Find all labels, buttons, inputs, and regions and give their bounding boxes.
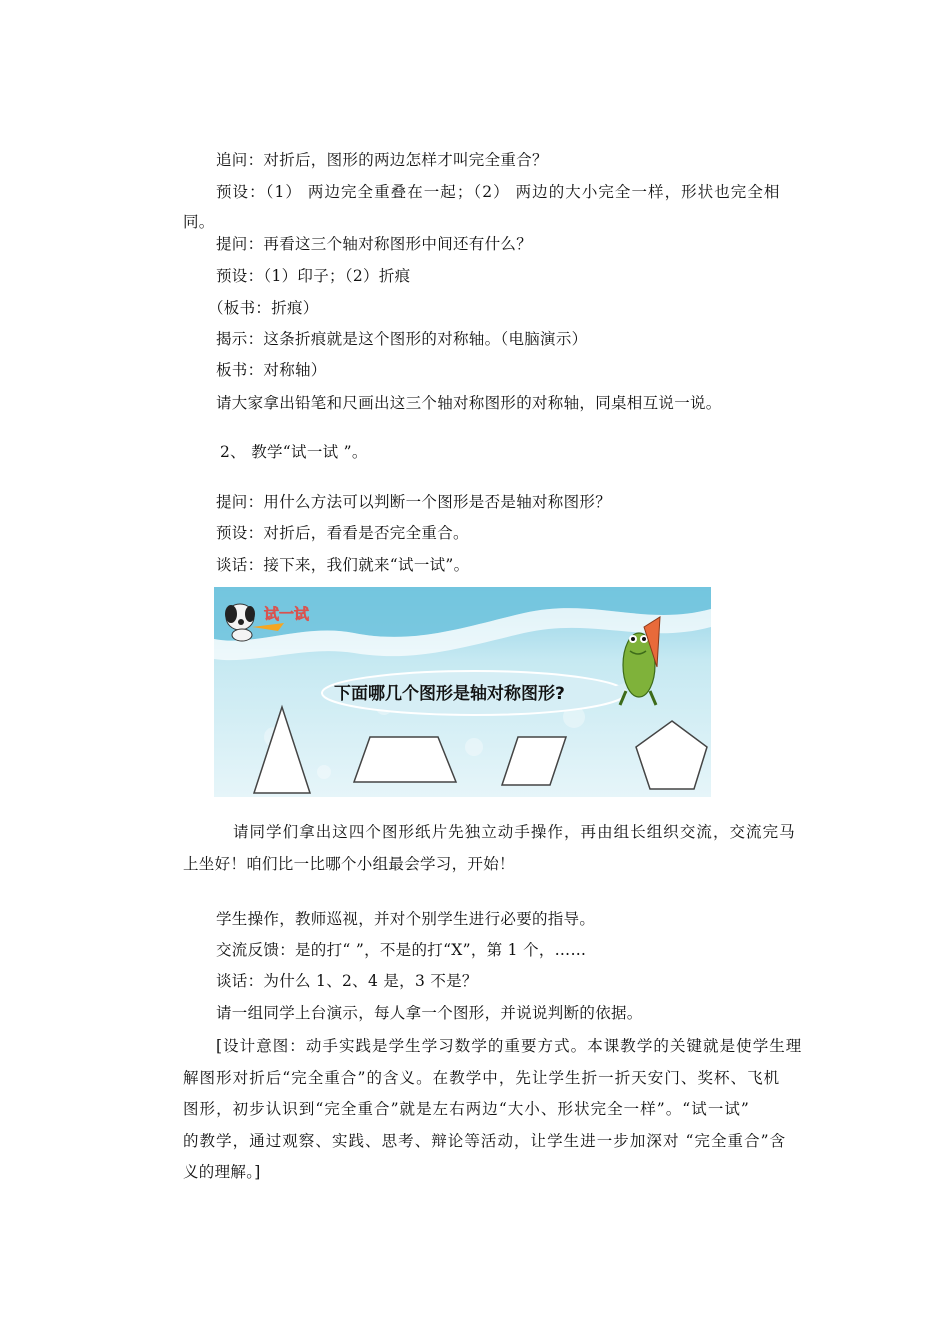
- paragraph-instruction-draw: 请大家拿出铅笔和尺画出这三个轴对称图形的对称轴，同桌相互说一说。: [216, 394, 722, 412]
- paragraph-preset-1-cont: 同。: [183, 213, 215, 231]
- paragraph-preset-2: 预设：（1）印子；（2）折痕: [216, 267, 411, 285]
- paragraph-demonstration: 请一组同学上台演示，每人拿一个图形，并说说判断的依据。: [216, 1004, 643, 1022]
- trapezoid-icon: [354, 737, 456, 782]
- banner-question: 下面哪几个图形是轴对称图形?: [334, 684, 565, 704]
- paragraph-preset-1: 预设：（1） 两边完全重叠在一起；（2） 两边的大小完全一样，形状也完全相: [216, 183, 781, 201]
- design-intent-line-1: [设计意图：动手实践是学生学习数学的重要方式。本课教学的关键就是使学生理: [216, 1037, 803, 1055]
- paragraph-reveal: 揭示：这条折痕就是这个图形的对称轴。（电脑演示）: [216, 330, 588, 348]
- section-heading-try: 2、 教学“试一试 ”。: [220, 443, 368, 461]
- paragraph-question-2: 提问：再看这三个轴对称图形中间还有什么？: [216, 235, 533, 253]
- banner-title: 试一试: [264, 605, 310, 623]
- paragraph-followup-question: 追问：对折后，图形的两边怎样才叫完全重合？: [216, 151, 548, 169]
- paragraph-board-note-axis: 板书：对称轴）: [216, 361, 327, 379]
- paragraph-talk-2: 谈话：为什么 1、2、4 是，3 不是？: [216, 972, 478, 990]
- design-intent-line-4: 的教学，通过观察、实践、思考、辩论等活动，让学生进一步加深对 “完全重合”含: [183, 1132, 787, 1150]
- paragraph-board-note-crease: （板书：折痕）: [208, 299, 319, 317]
- paragraph-talk-1: 谈话：接下来，我们就来“试一试”。: [216, 556, 470, 574]
- paragraph-question-3: 提问：用什么方法可以判断一个图形是否是轴对称图形？: [216, 493, 612, 511]
- paragraph-group-activity-cont: 上坐好！咱们比一比哪个小组最会学习，开始！: [183, 855, 515, 873]
- paragraph-student-operation: 学生操作，教师巡视，并对个别学生进行必要的指导。: [216, 910, 596, 928]
- design-intent-line-3: 图形，初步认识到“完全重合”就是左右两边“大小、形状完全一样”。“试一试”: [183, 1100, 750, 1118]
- paragraph-group-activity: 请同学们拿出这四个图形纸片先独立动手操作，再由组长组织交流，交流完马: [233, 823, 796, 841]
- try-it-banner-image: [214, 587, 711, 797]
- design-intent-line-5: 义的理解。]: [183, 1163, 261, 1181]
- design-intent-line-2: 解图形对折后“完全重合”的含义。在教学中，先让学生折一折天安门、奖杯、飞机: [183, 1069, 781, 1087]
- paragraph-preset-3: 预设：对折后，看看是否完全重合。: [216, 524, 469, 542]
- paragraph-feedback: 交流反馈：是的打“ ”，不是的打“X”，第 1 个，……: [216, 941, 587, 959]
- banner-illustration: [214, 587, 711, 797]
